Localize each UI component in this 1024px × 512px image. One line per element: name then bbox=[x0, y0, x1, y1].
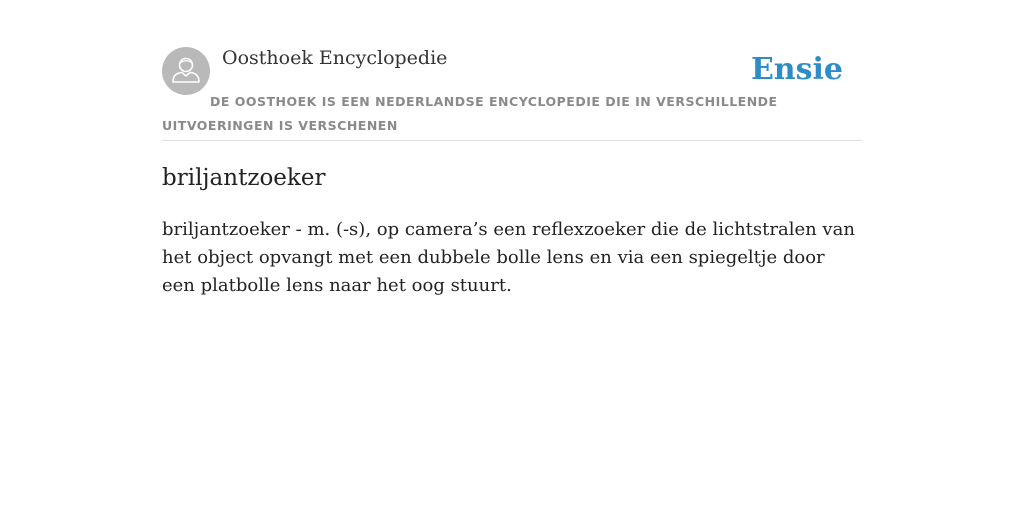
brand-logo-link[interactable]: Ensie bbox=[750, 52, 843, 87]
user-icon bbox=[162, 47, 210, 95]
avatar[interactable] bbox=[162, 47, 210, 95]
site-title[interactable]: Oosthoek Encyclopedie bbox=[222, 47, 448, 69]
header bbox=[162, 46, 862, 141]
site-tagline: DE OOSTHOEK IS EEN NEDERLANDSE ENCYCLOPEDIE DIE IN VERSCHILLENDE UITVOERINGEN IS VERSCHENEN bbox=[162, 94, 778, 133]
entry-title: briljantzoeker bbox=[162, 165, 326, 191]
entry-body: briljantzoeker - m. (-s), op camera’s een reflexzoeker die de lichtstralen van het object opvangt met een dubbele bolle lens en via een spiegeltje door een platbolle lens naar het oog stuurt. bbox=[162, 219, 855, 296]
